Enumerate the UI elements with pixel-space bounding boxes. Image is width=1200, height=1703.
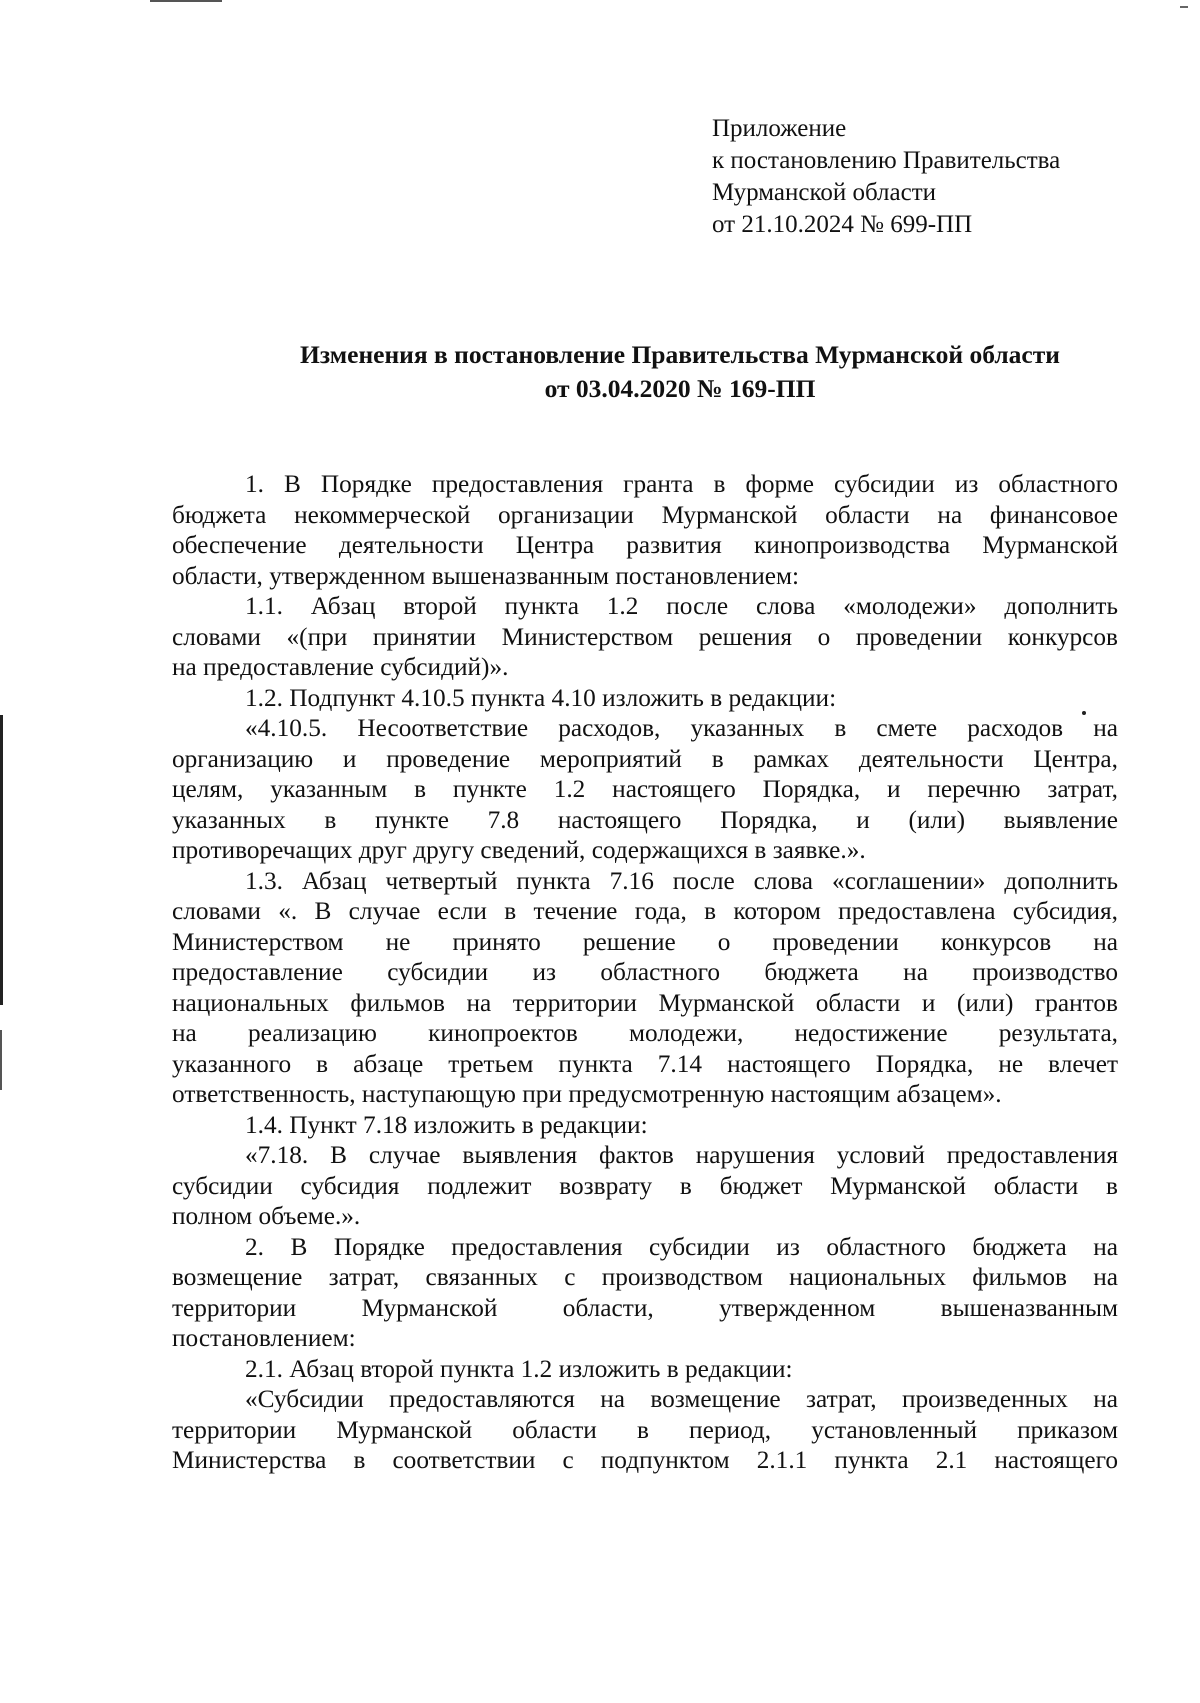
body-line: национальных фильмов на территории Мурманской области и (или) грантов [172, 988, 1118, 1017]
body-line: Министерством не принято решение о проведении конкурсов на [172, 927, 1118, 956]
body-line: возмещение затрат, связанных с производством национальных фильмов на [172, 1263, 1118, 1291]
appendix-line: Мурманской области [712, 179, 937, 206]
body-line: указанного в абзаце третьем пункта 7.14 настоящего Порядка, не влечет [172, 1049, 1118, 1078]
body-line: 2. В Порядке предоставления субсидии из областного бюджета на [245, 1232, 1118, 1261]
body-line: 2.1. Абзац второй пункта 1.2 изложить в редакции: [245, 1354, 793, 1383]
appendix-line: Приложение [712, 115, 847, 142]
scan-edge [0, 1030, 2, 1090]
body-line: субсидии субсидия подлежит возврату в бюджет Мурманской области в [172, 1171, 1118, 1200]
body-line: полном объеме.». [172, 1202, 361, 1230]
body-line: «7.18. В случае выявления фактов нарушения условий предоставления [245, 1141, 1118, 1169]
body-line: 1.4. Пункт 7.18 изложить в редакции: [245, 1110, 648, 1139]
body-line: на предоставление субсидий)». [172, 653, 509, 681]
body-line: на реализацию кинопроектов молодежи, недостижение результата, [172, 1019, 1118, 1047]
body-line: словами «(при принятии Министерством решения о проведении конкурсов [172, 622, 1118, 651]
body-line: «Субсидии предоставляются на возмещение затрат, произведенных на [245, 1385, 1118, 1413]
body-line: ответственность, наступающую при предусмотренную настоящим абзацем». [172, 1080, 1002, 1108]
scan-mark [150, 0, 222, 2]
body-line: обеспечение деятельности Центра развития кинопроизводства Мурманской [172, 531, 1118, 559]
title-line: Изменения в постановление Правительства Мурманской области [300, 340, 1060, 369]
body-line: «4.10.5. Несоответствие расходов, указанных в смете расходов на [245, 714, 1118, 742]
body-line: организацию и проведение мероприятий в рамках деятельности Центра, [172, 744, 1118, 773]
body-line: области, утвержденном вышеназванным постановлением: [172, 561, 800, 590]
body-line: противоречащих друг другу сведений, содержащихся в заявке.». [172, 836, 866, 864]
body-line: территории Мурманской области, утвержденном вышеназванным [172, 1293, 1118, 1322]
scan-mark [1180, 6, 1188, 8]
title-line: от 03.04.2020 № 169-ПП [544, 374, 816, 403]
scan-edge [0, 715, 3, 1005]
body-line: 1.2. Подпункт 4.10.5 пункта 4.10 изложить в редакции: [245, 683, 837, 712]
body-line: словами «. В случае если в течение года, в котором предоставлена субсидия, [172, 897, 1118, 925]
body-line: бюджета некоммерческой организации Мурманской области на финансовое [172, 500, 1118, 529]
body-line: 1.3. Абзац четвертый пункта 7.16 после слова «соглашении» дополнить [245, 866, 1118, 895]
document-body [172, 469, 1118, 1476]
body-line: предоставление субсидии из областного бюджета на производство [172, 958, 1118, 986]
body-line: постановлением: [172, 1324, 356, 1352]
body-line: 1.1. Абзац второй пункта 1.2 после слова «молодежи» дополнить [245, 592, 1118, 620]
appendix-line: к постановлению Правительства [712, 147, 1061, 174]
body-line: 1. В Порядке предоставления гранта в форме субсидии из областного [245, 470, 1118, 498]
document-title [170, 338, 1190, 406]
body-line: целям, указанным в пункте 1.2 настоящего Порядка, и перечню затрат, [172, 775, 1118, 803]
body-line: Министерства в соответствии с подпунктом 2.1.1 пункта 2.1 настоящего [172, 1446, 1118, 1474]
appendix-block [712, 113, 1172, 241]
body-line: территории Мурманской области в период, установленный приказом [172, 1415, 1118, 1444]
body-line: указанных в пункте 7.8 настоящего Порядка, и (или) выявление [172, 805, 1118, 834]
appendix-line: от 21.10.2024 № 699-ПП [712, 211, 973, 238]
